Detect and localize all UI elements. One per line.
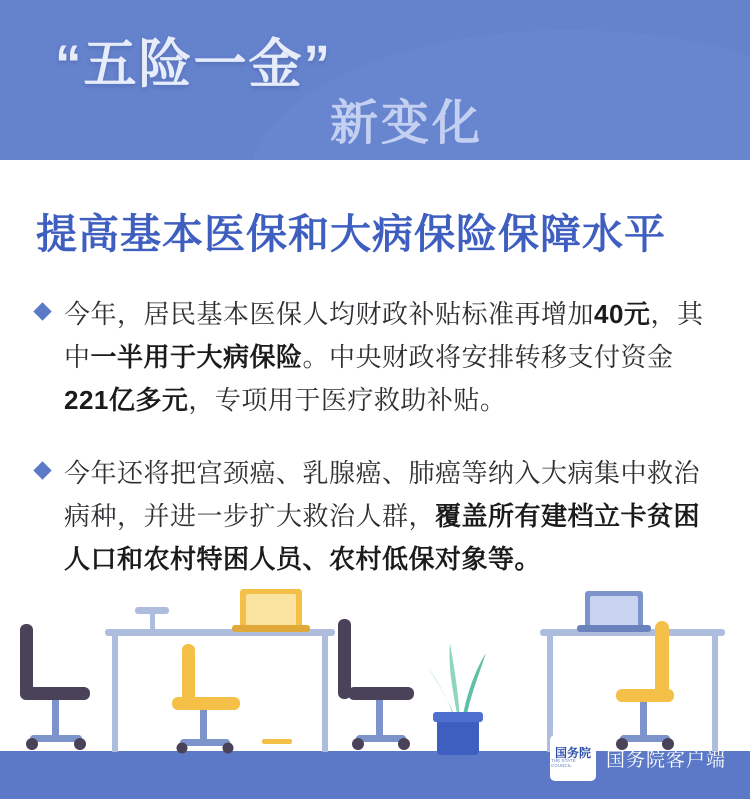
state-council-logo-icon [550,735,596,781]
content-area [0,210,750,581]
footer-brand [550,735,726,781]
header-subtitle: 新变化 [330,97,484,150]
bullet-text: 今年还将把宫颈癌、乳腺癌、肺癌等纳入大病集中救治病种，并进一步扩大救治人群，覆盖所有建档立卡贫困人口和农村特困人员、农村低保对象等。 [64,457,701,574]
header-banner [0,0,750,160]
bullet-text: 今年，居民基本医保人均财政补贴标准再增加40元，其中一半用于大病保险。中央财政将安排转移支付资金221亿多元，专项用于医疗救助补贴。 [64,299,704,415]
list-item [36,452,714,581]
brand-badge-top: 国务院 [554,745,591,760]
diamond-bullet-icon [33,461,51,479]
brand-badge-bottom: THE STATE COUNCIL [551,758,576,769]
brand-name: 国务院客户端 [605,749,726,771]
bullet-list [36,293,714,580]
diamond-bullet-icon [33,302,51,320]
header-title: “五险一金” [55,35,332,94]
list-item [36,293,714,422]
page-title: 提高基本医保和大病保险保障水平 [36,211,666,257]
